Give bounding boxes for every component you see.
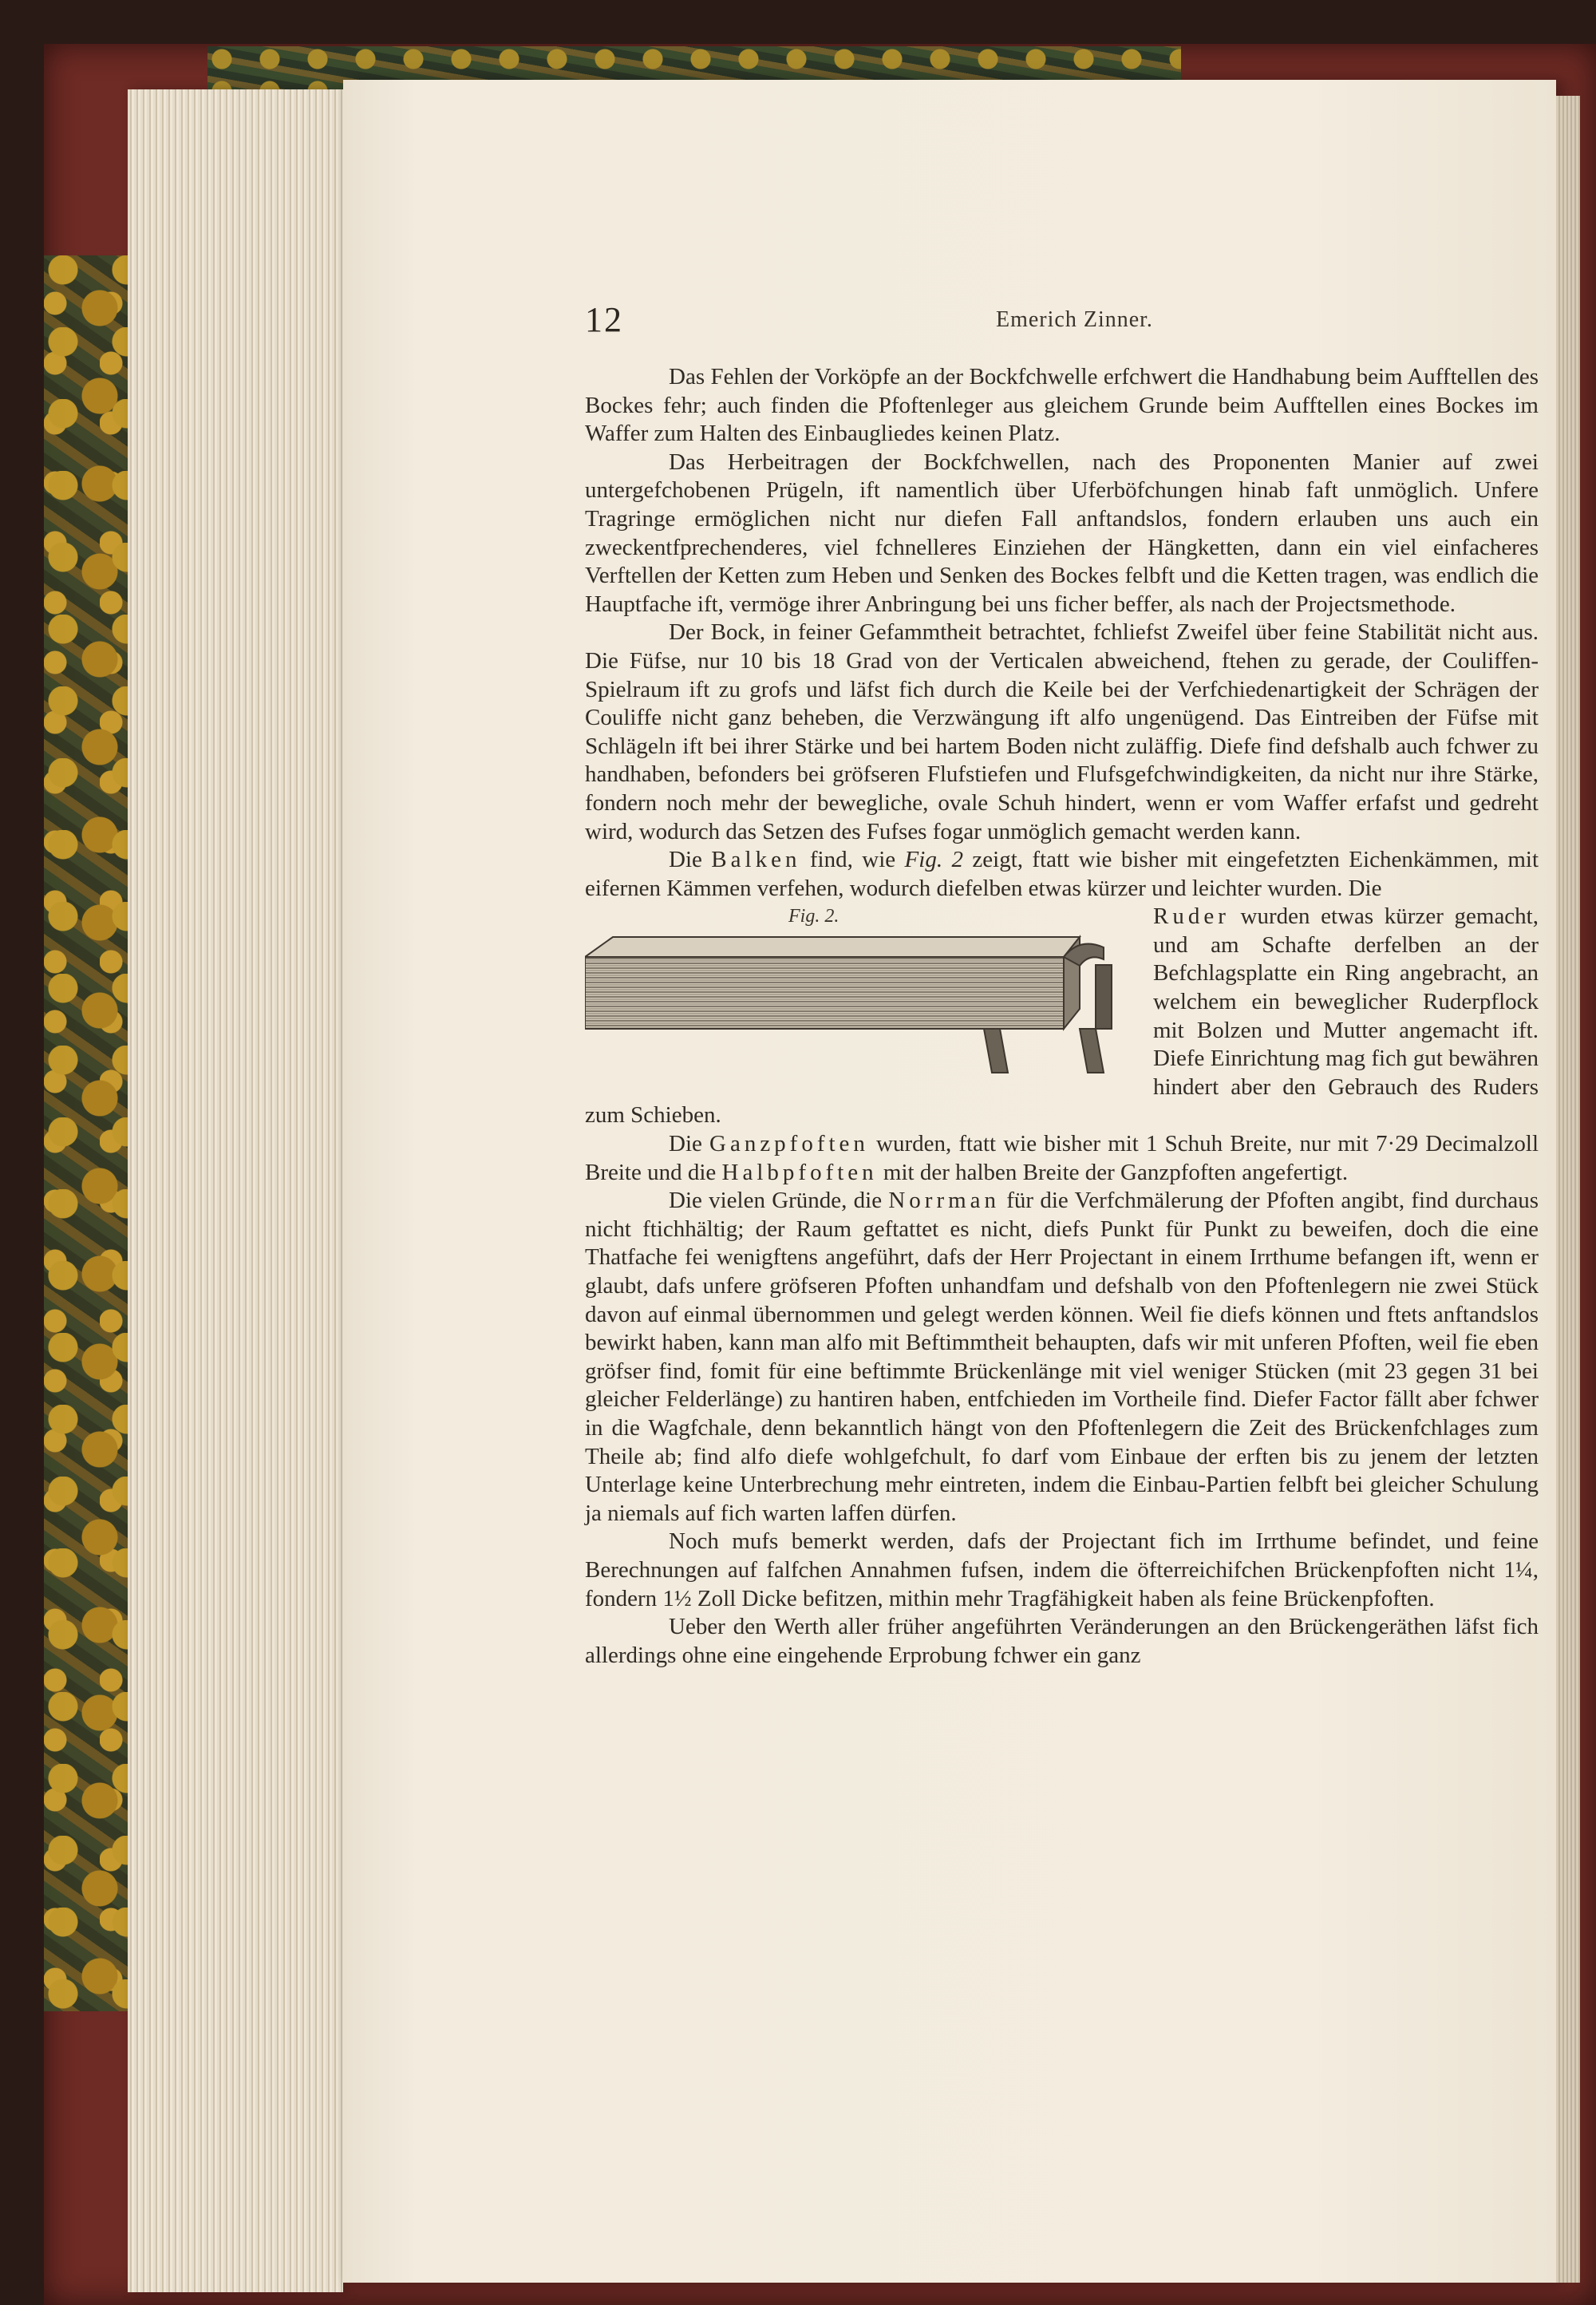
figure-reference: Fig. 2 <box>904 847 963 873</box>
marbled-endpaper <box>44 255 140 2011</box>
paragraph-balken <box>585 846 1539 903</box>
paragraph-norrman <box>585 1187 1539 1528</box>
text-run: für die Verfchmälerung der Pfoften angibt, find durchaus nicht ftichhältig; der Raum geftattet es nicht, diefs Punkt für Punkt zu beweifen, doch die eine Thatfache fei wenigftens angeführt, dafs der Herr Projectant in einem Irrthume befangen ift, wenn er glaubt, dafs unfere gröfseren Pfoften unhandfam und defshalb von den Pfoftenlegern nie zwei Stück davon auf einmal übernommen und gelegt werden können. Weil fie diefs können und ftets anftandslos bewirkt haben, kann man alfo mit Beftimmtheit behaupten, dafs wir mit unferen Pfoften, weil fie eben gröfser find, fomit für eine beftimmte Brückenlänge mit viel weniger Stücken (mit 23 gegen 31 bei gleicher Felderlänge) zu hantiren haben, entfchieden im Vortheile find. Diefer Factor fällt aber fchwer in die Wagfchale, denn bekanntlich hängt von den Pfoftenlegern die Zeit des Brückenfchlages zum Theile ab; find alfo diefe wohlgefchult, fo darf vom Einbaue der erften bis zu jenem der letzten Unterlage keine Unterbrechung mehr eintreten, indem die Einbau-Partien felbft bei gleicher Schulung ja niemals auf fich warten laffen dürfen. <box>585 1188 1539 1526</box>
text-run: wurden, ftatt wie bisher mit 1 Schuh Breite, nur mit 7·29 Decimalzoll Breite und die <box>585 1131 1539 1185</box>
figure-2 <box>585 903 1136 1080</box>
text-run: Die <box>669 1131 709 1157</box>
paragraph: Noch mufs bemerkt werden, dafs der Projectant fich im Irrthume befindet, und feine Berechnungen auf falfchen Annahmen fufsen, indem die öfterreichifchen Brückenpfoften nicht 1¼, fondern 1½ Zoll Dicke befitzen, mithin mehr Tragfähigkeit haben als feine Brückenpfoften. <box>585 1528 1539 1611</box>
beam-illustration <box>585 933 1136 1077</box>
text-run: Die <box>669 847 712 873</box>
term-ganzpfosten: Ganzpfoften <box>709 1131 869 1157</box>
page-edges <box>128 89 343 2292</box>
text-run: wurden etwas kürzer gemacht, und am Schafte derfelben an der Befchlagsplatte ein Ring angebracht, an welchem ein beweglicher Ruderpflock mit Bolzen und Mutter angemacht ift. Diefe Einrichtung mag fich gut bewähren hindert aber den Gebrauch des Ruders zum Schieben. <box>585 903 1539 1129</box>
paragraph: Der Bock, in feiner Gefammtheit betrachtet, fchliefst Zweifel über feine Stabilität nicht aus. Die Füfse, nur 10 bis 18 Grad von der Verticalen abweichend, ftehen zu gerade, der Couliffen-Spielraum ift zu grofs und läfst fich durch die Keile bei der Verfchiedenartigkeit der Schrägen der Couliffe nicht ganz beheben, die Verzwängung ift alfo ungenügend. Das Eintreiben der Füfse mit Schlägeln ift bei ihrer Stärke und bei hartem Boden nicht zuläffig. Diefe find defshalb auch fchwer zu handhaben, befonders bei gröfseren Flufstiefen und Flufsgefchwindigkeiten, da nicht nur ihre Stärke, fondern noch mehr der bewegliche, ovale Schuh hindert, wenn er vom Waffer erfafst und gedreht wird, wodurch das Setzen des Fufses fogar unmöglich gemacht werden kann. <box>585 619 1539 844</box>
term-norrman: Norrman <box>888 1188 1001 1214</box>
text-run: find, wie <box>800 847 905 873</box>
paragraph-ganzpfosten <box>585 1130 1539 1187</box>
body-text <box>585 363 1539 1670</box>
running-title: Emerich Zinner. <box>996 307 1153 332</box>
figure-caption: Fig. 2. <box>788 906 839 927</box>
term-halbpfosten: Halbpfoften <box>721 1159 878 1185</box>
page-edge-right <box>1556 96 1580 2283</box>
paragraph: Ueber den Werth aller früher angeführten Veränderungen an den Brückengeräthen läfst fich allerdings ohne eine eingehende Erprobung fchwer ein ganz <box>585 1614 1539 1668</box>
text-run: zeigt, ftatt wie bisher mit eingefetzten Eichenkämmen, mit eifernen Kämmen verfehen, wodurch diefelben etwas kürzer und leichter wurden. Die <box>585 847 1539 901</box>
page-number: 12 <box>585 300 623 339</box>
paragraph: Das Herbeitragen der Bockfchwellen, nach des Proponenten Manier auf zwei untergefchobenen Prügeln, ift namentlich über Uferböfchungen hinab faft unmöglich. Unfere Tragringe ermöglichen nicht nur diefen Fall anftandslos, fondern erlauben uns auch ein zweckentfprechenderes, viel fchnelleres Einziehen der Hängketten, dann ein viel einfacheres Verftellen der Ketten zum Heben und Senken des Bockes felbft und die Ketten tragen, was endlich die Hauptfache ift, vermöge ihrer Anbringung bei uns ficher beffer, als nach der Projectsmethode. <box>585 449 1539 617</box>
text-run: mit der halben Breite der Ganzpfoften angefertigt. <box>877 1159 1349 1185</box>
running-head <box>585 299 1543 347</box>
text-run: Die vielen Gründe, die <box>669 1188 889 1214</box>
paragraph: Das Fehlen der Vorköpfe an der Bockfchwelle erfchwert die Handhabung beim Aufftellen des Bockes fehr; auch finden die Pfoftenleger aus gleichem Grunde beim Aufftellen eines Bockes im Waffer zum Halten des Einbaugliedes keinen Platz. <box>585 364 1539 447</box>
term-balken: Balken <box>711 847 801 873</box>
term-ruder: Ruder <box>1153 903 1230 930</box>
